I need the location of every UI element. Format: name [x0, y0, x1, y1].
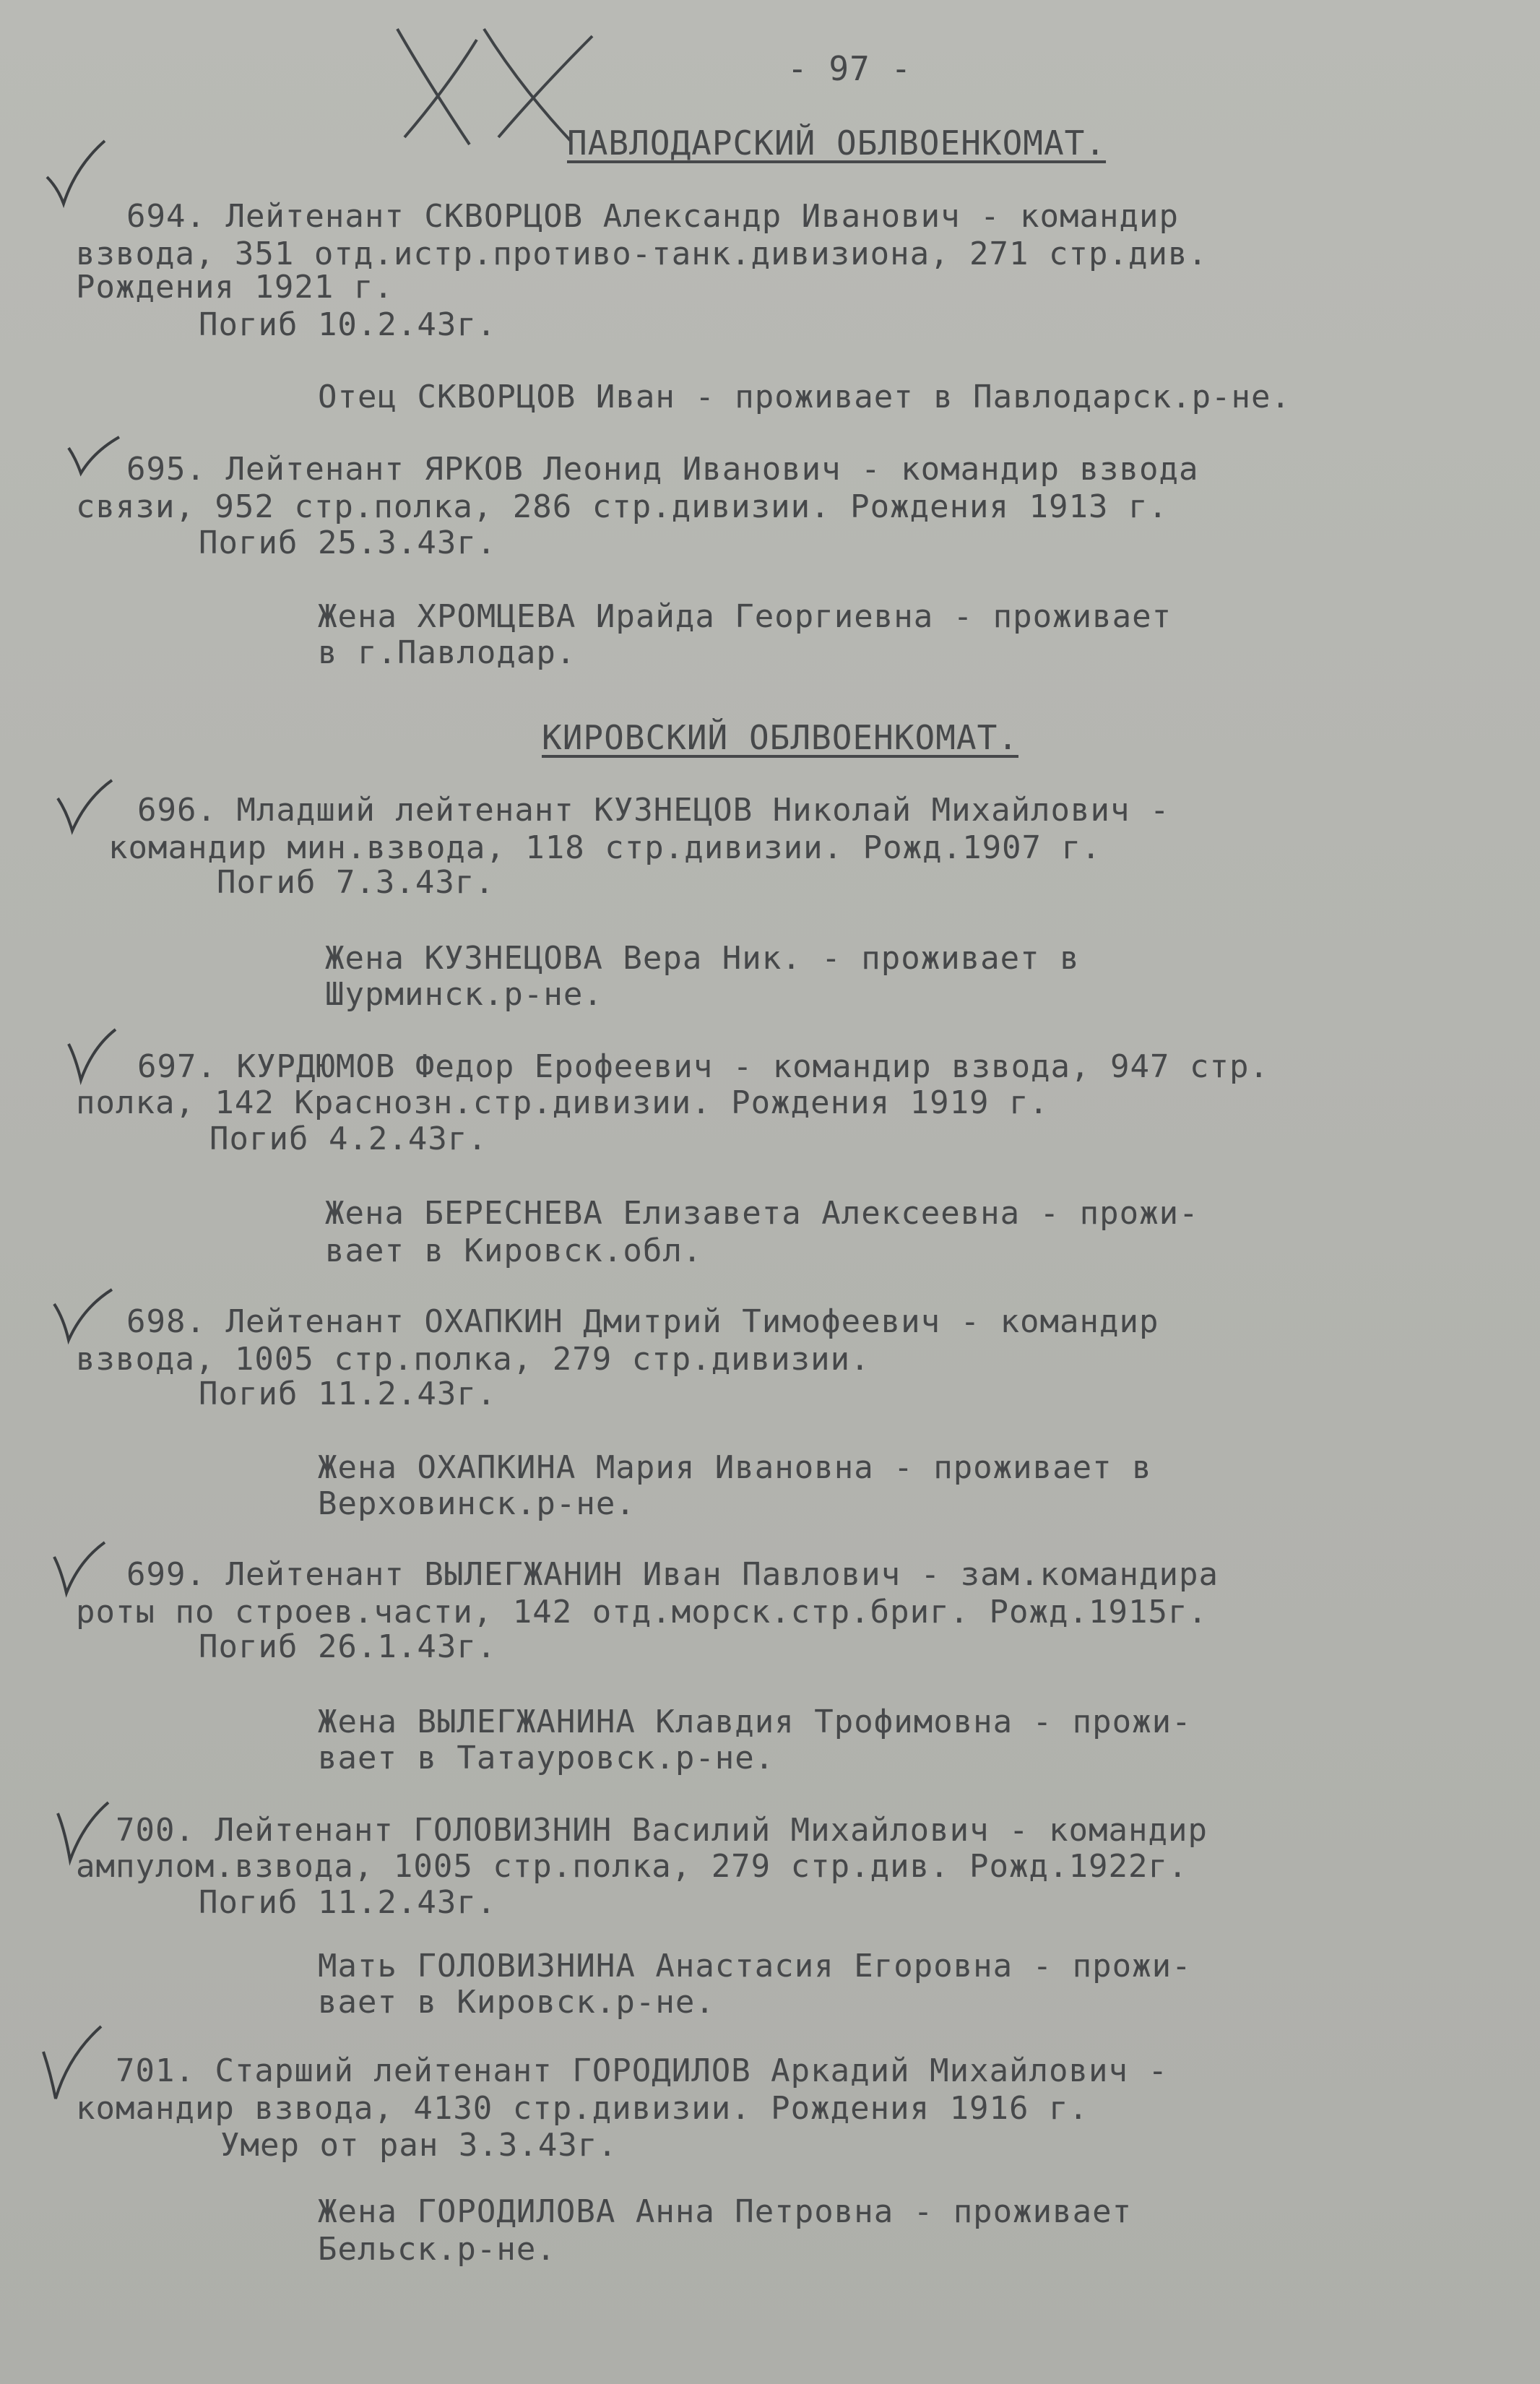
- section-heading: ПАВЛОДАРСКИЙ ОБЛВОЕНКОМАТ.: [567, 124, 1107, 163]
- entry-694-line-3: Рождения 1921 г.: [76, 269, 394, 306]
- entry-698-death: Погиб 11.2.43г.: [199, 1375, 497, 1412]
- entry-697-death: Погиб 4.2.43г.: [209, 1120, 488, 1157]
- entry-698-relative-1: Жена ОХАПКИНА Мария Ивановна - проживает в: [318, 1449, 1152, 1486]
- entry-698-line-1: 698. Лейтенант ОХАПКИН Дмитрий Тимофеевич - командир: [126, 1303, 1159, 1340]
- checkmark-695: [65, 433, 123, 477]
- entry-698-relative-2: Верховинск.р-не.: [318, 1485, 636, 1522]
- checkmark-697: [65, 1026, 119, 1084]
- entry-695-line-2: связи, 952 стр.полка, 286 стр.дивизии. Рождения 1913 г.: [76, 488, 1168, 525]
- entry-695-death: Погиб 25.3.43г.: [199, 524, 497, 561]
- entry-699-relative-2: вает в Татауровск.р-не.: [318, 1740, 775, 1776]
- section-heading: КИРОВСКИЙ ОБЛВОЕНКОМАТ.: [542, 718, 1018, 757]
- entry-695-relative-2: в г.Павлодар.: [318, 634, 576, 671]
- entry-699-line-1: 699. Лейтенант ВЫЛЕГЖАНИН Иван Павлович - зам.командира: [126, 1556, 1219, 1593]
- entry-694-line-2: взвода, 351 отд.истр.противо-танк.дивизиона, 271 стр.див.: [76, 236, 1208, 272]
- entry-701-line-1: 701. Старший лейтенант ГОРОДИЛОВ Аркадий Михайлович -: [116, 2052, 1168, 2089]
- entry-697-relative-1: Жена БЕРЕСНЕВА Елизавета Алексеевна - прожи-: [325, 1195, 1199, 1232]
- entry-694-death: Погиб 10.2.43г.: [199, 306, 497, 343]
- entry-697-line-2: полка, 142 Краснозн.стр.дивизии. Рождения 1919 г.: [76, 1084, 1050, 1121]
- entry-696-death: Погиб 7.3.43г.: [217, 864, 495, 901]
- entry-700-relative-1: Мать ГОЛОВИЗНИНА Анастасия Егоровна - прожи-: [318, 1948, 1192, 1984]
- entry-696-relative-2: Шурминск.р-не.: [325, 976, 603, 1013]
- entry-700-line-1: 700. Лейтенант ГОЛОВИЗНИН Василий Михайлович - командир: [116, 1812, 1208, 1849]
- entry-694-line-1: 694. Лейтенант СКВОРЦОВ Александр Иванович - командир: [126, 198, 1179, 235]
- page-number: - 97 -: [787, 49, 912, 88]
- entry-697-line-1: 697. КУРДЮМОВ Федор Ерофеевич - командир взвода, 947 стр.: [137, 1048, 1269, 1085]
- entry-694-relative-1: Отец СКВОРЦОВ Иван - проживает в Павлодарск.р-не.: [318, 379, 1292, 415]
- checkmark-696: [54, 777, 116, 834]
- entry-697-relative-2: вает в Кировск.обл.: [325, 1232, 703, 1269]
- entry-695-relative-1: Жена ХРОМЦЕВА Ирайда Георгиевна - проживает: [318, 598, 1172, 635]
- entry-700-death: Погиб 11.2.43г.: [199, 1884, 497, 1921]
- entry-699-relative-1: Жена ВЫЛЕГЖАНИНА Клавдия Трофимовна - прожи-: [318, 1703, 1192, 1740]
- entry-699-death: Погиб 26.1.43г.: [199, 1628, 497, 1665]
- checkmark-698: [51, 1286, 116, 1344]
- checkmark-699: [51, 1539, 108, 1597]
- checkmark-694: [43, 137, 108, 210]
- entry-700-relative-2: вает в Кировск.р-не.: [318, 1984, 715, 2021]
- entry-700-line-2: ампулом.взвода, 1005 стр.полка, 279 стр.див. Рожд.1922г.: [76, 1848, 1188, 1885]
- entry-696-relative-1: Жена КУЗНЕЦОВА Вера Ник. - проживает в: [325, 940, 1080, 977]
- entry-701-line-2: командир взвода, 4130 стр.дивизии. Рождения 1916 г.: [76, 2090, 1089, 2127]
- entry-701-relative-1: Жена ГОРОДИЛОВА Анна Петровна - проживает: [318, 2193, 1133, 2230]
- entry-699-line-2: роты по строев.части, 142 отд.морск.стр.бриг. Рожд.1915г.: [76, 1594, 1208, 1631]
- entry-695-line-1: 695. Лейтенант ЯРКОВ Леонид Иванович - командир взвода: [126, 451, 1199, 488]
- entry-698-line-2: взвода, 1005 стр.полка, 279 стр.дивизии.: [76, 1341, 870, 1378]
- entry-696-line-1: 696. Младший лейтенант КУЗНЕЦОВ Николай Михайлович -: [137, 792, 1170, 829]
- entry-701-death: Умер от ран 3.3.43г.: [220, 2127, 618, 2164]
- entry-701-relative-2: Бельск.р-не.: [318, 2231, 556, 2268]
- entry-696-line-2: командир мин.взвода, 118 стр.дивизии. Рожд.1907 г.: [108, 829, 1102, 866]
